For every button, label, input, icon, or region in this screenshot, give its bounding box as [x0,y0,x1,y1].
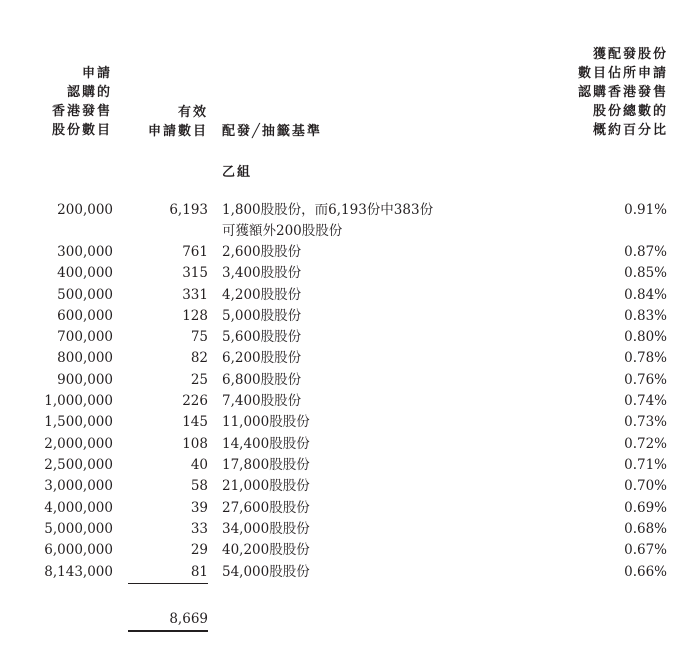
percentage-cell: 0.73% [624,414,667,430]
table-row [0,348,692,369]
table-row [0,370,692,391]
header-line: 申請數目 [147,124,208,139]
percentage-cell: 0.78% [624,350,667,366]
header-line: 獲配發股份 [592,47,668,62]
applications-cell: 29 [190,542,208,558]
subtotal-rule [128,583,208,584]
table-row [0,562,692,583]
basis-cell: 14,400股股份 [222,436,310,452]
header-shares-applied [20,64,112,140]
basis-cell: 2,600股股份 [222,244,302,260]
shares-cell: 700,000 [57,329,113,345]
shares-cell: 1,500,000 [44,414,113,430]
applications-cell: 108 [182,436,208,452]
percentage-cell: 0.66% [624,564,667,580]
applications-cell: 25 [190,372,208,388]
shares-cell: 6,000,000 [44,542,113,558]
shares-cell: 400,000 [57,265,113,281]
applications-cell: 128 [182,308,208,324]
total-applications: 8,669 [169,611,208,627]
shares-cell: 200,000 [57,202,113,218]
basis-cell: 17,800股股份 [222,457,310,473]
table-row [0,540,692,561]
header-line: 股份總數的 [592,104,668,119]
percentage-cell: 0.74% [624,393,667,409]
basis-cell: 40,200股股份 [222,542,310,558]
header-percentage [520,45,668,140]
shares-cell: 900,000 [57,372,113,388]
percentage-cell: 0.83% [624,308,667,324]
percentage-cell: 0.69% [624,500,667,516]
basis-cell: 7,400股股份 [222,393,302,409]
table-row [0,263,692,284]
table-row [0,242,692,263]
header-line: 股份數目 [51,123,112,138]
table-row [0,519,692,540]
table-row [0,285,692,306]
basis-cell: 5,600股股份 [222,329,302,345]
table-row [0,391,692,412]
percentage-cell: 0.68% [624,521,667,537]
percentage-cell: 0.67% [624,542,667,558]
table-row [0,476,692,497]
group-label: 乙組 [222,165,253,180]
applications-cell: 58 [190,478,208,494]
shares-cell: 3,000,000 [44,478,113,494]
shares-cell: 300,000 [57,244,113,260]
applications-cell: 33 [190,521,208,537]
applications-cell: 40 [190,457,208,473]
percentage-cell: 0.70% [624,478,667,494]
header-line: 香港發售 [51,104,112,119]
header-line: 申請 [81,66,112,81]
percentage-cell: 0.72% [624,436,667,452]
shares-cell: 8,143,000 [44,564,113,580]
basis-cell: 1,800股股份，而6,193份中383份 [222,202,434,218]
percentage-cell: 0.80% [624,329,667,345]
basis-cell: 4,200股股份 [222,287,302,303]
percentage-cell: 0.87% [624,244,667,260]
basis-cell: 21,000股股份 [222,478,310,494]
applications-cell: 145 [182,414,208,430]
total-double-rule [128,630,208,632]
shares-cell: 2,500,000 [44,457,113,473]
percentage-cell: 0.71% [624,457,667,473]
header-line: 認購的 [66,85,112,100]
shares-cell: 800,000 [57,350,113,366]
applications-cell: 75 [190,329,208,345]
applications-cell: 6,193 [169,202,208,218]
shares-cell: 600,000 [57,308,113,324]
percentage-cell: 0.85% [624,265,667,281]
header-line: 有效 [177,105,208,120]
shares-cell: 500,000 [57,287,113,303]
applications-cell: 315 [182,265,208,281]
header-line: 數目佔所申請 [577,66,668,81]
basis-cell: 27,600股股份 [222,500,310,516]
applications-cell: 82 [190,350,208,366]
header-line: 認購香港發售 [577,85,668,100]
table-row [0,455,692,476]
applications-cell: 761 [182,244,208,260]
basis-cell: 6,200股股份 [222,350,302,366]
applications-cell: 331 [182,287,208,303]
basis-cell: 11,000股股份 [222,414,310,430]
basis-cell: 6,800股股份 [222,372,302,388]
percentage-cell: 0.84% [624,287,667,303]
basis-cell: 54,000股股份 [222,564,310,580]
table-row [0,498,692,519]
percentage-cell: 0.76% [624,372,667,388]
applications-cell: 39 [190,500,208,516]
header-valid-applications [120,103,208,141]
shares-cell: 2,000,000 [44,436,113,452]
basis-cell: 3,400股股份 [222,265,302,281]
shares-cell: 1,000,000 [44,393,113,409]
percentage-cell: 0.91% [624,202,667,218]
basis-cell: 34,000股股份 [222,521,310,537]
shares-cell: 4,000,000 [44,500,113,516]
table-row [0,306,692,327]
applications-cell: 226 [182,393,208,409]
basis-continuation-cell: 可獲額外200股股份 [222,223,343,239]
table-row [0,434,692,455]
table-row [0,327,692,348]
shares-cell: 5,000,000 [44,521,113,537]
table-row [0,412,692,433]
applications-cell: 81 [190,564,208,580]
header-allocation-basis [222,122,322,141]
basis-cell: 5,000股股份 [222,308,302,324]
header-line: 配發╱抽籤基準 [222,124,322,139]
table-row [0,200,692,239]
header-line: 概約百分比 [592,123,668,138]
